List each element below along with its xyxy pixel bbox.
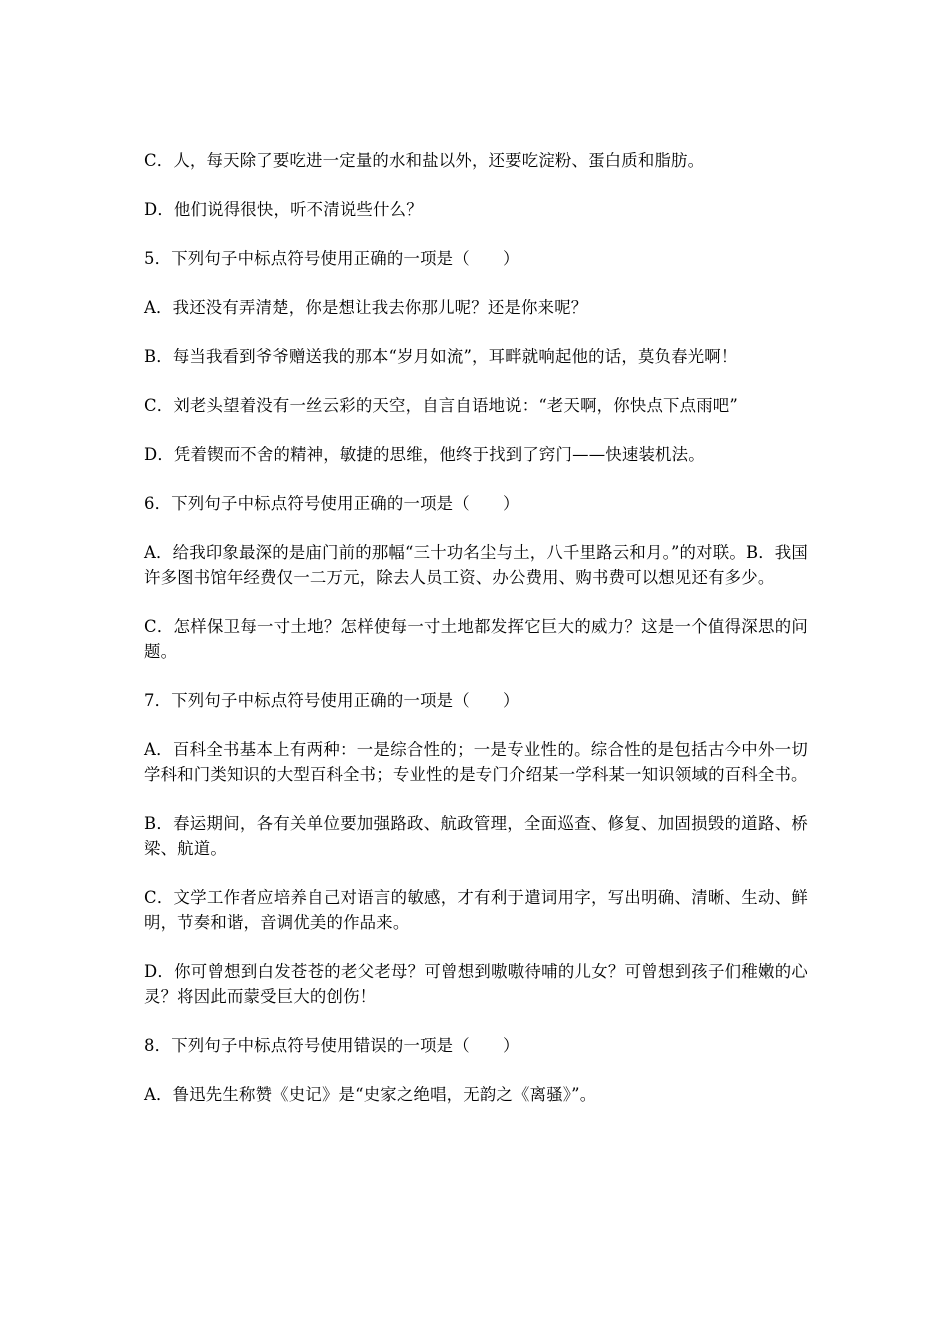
question-8: 8．下列句子中标点符号使用错误的一项是（ ） (144, 1036, 520, 1055)
option-b-q7: B．春运期间，各有关单位要加强路政、航政管理，全面巡查、修复、加固损毁的道路、桥梁、航道。 (144, 814, 808, 858)
document-body (144, 148, 808, 1131)
option-c-q7: C．文学工作者应培养自己对语言的敏感，才有利于遣词用字，写出明确、清晰、生动、鲜明，节奏和谐，音调优美的作品来。 (144, 888, 808, 932)
question-6: 6．下列句子中标点符号使用正确的一项是（ ） (144, 494, 520, 513)
option-c-q5: C．刘老头望着没有一丝云彩的天空，自言自语地说：“老天啊，你快点下点雨吧” (144, 396, 738, 415)
question-7: 7．下列句子中标点符号使用正确的一项是（ ） (144, 691, 520, 710)
option-a-q5: A．我还没有弄清楚，你是想让我去你那儿呢？还是你来呢？ (144, 298, 588, 317)
option-b-q5: B．每当我看到爷爷赠送我的那本“岁月如流”，耳畔就响起他的话，莫负春光啊！ (144, 347, 738, 366)
option-c-q4: C．人，每天除了要吃进一定量的水和盐以外，还要吃淀粉、蛋白质和脂肪。 (144, 151, 705, 170)
option-d-q7: D．你可曾想到白发苍苍的老父老母？可曾想到嗷嗷待哺的儿女？可曾想到孩子们稚嫩的心灵？将因此而蒙受巨大的创伤！ (144, 962, 808, 1006)
option-d-q5: D．凭着锲而不舍的精神，敏捷的思维，他终于找到了窍门——快速装机法。 (144, 445, 705, 464)
option-c-q6: C．怎样保卫每一寸土地？怎样使每一寸土地都发挥它巨大的威力？这是一个值得深思的问题。 (144, 617, 808, 661)
option-a-b-q6: A．给我印象最深的是庙门前的那幅“三十功名尘与土，八千里路云和月。”的对联。B．我国许多图书馆年经费仅一二万元，除去人员工资、办公费用、购书费可以想见还有多少。 (144, 543, 808, 587)
option-d-q4: D．他们说得很快，听不清说些什么？ (144, 200, 423, 219)
option-a-q7: A．百科全书基本上有两种：一是综合性的；一是专业性的。综合性的是包括古今中外一切学科和门类知识的大型百科全书；专业性的是专门介绍某一学科某一知识领域的百科全书。 (144, 740, 808, 784)
option-a-q8: A．鲁迅先生称赞《史记》是“史家之绝唱，无韵之《离骚》”。 (144, 1085, 597, 1104)
question-5: 5．下列句子中标点符号使用正确的一项是（ ） (144, 249, 520, 268)
